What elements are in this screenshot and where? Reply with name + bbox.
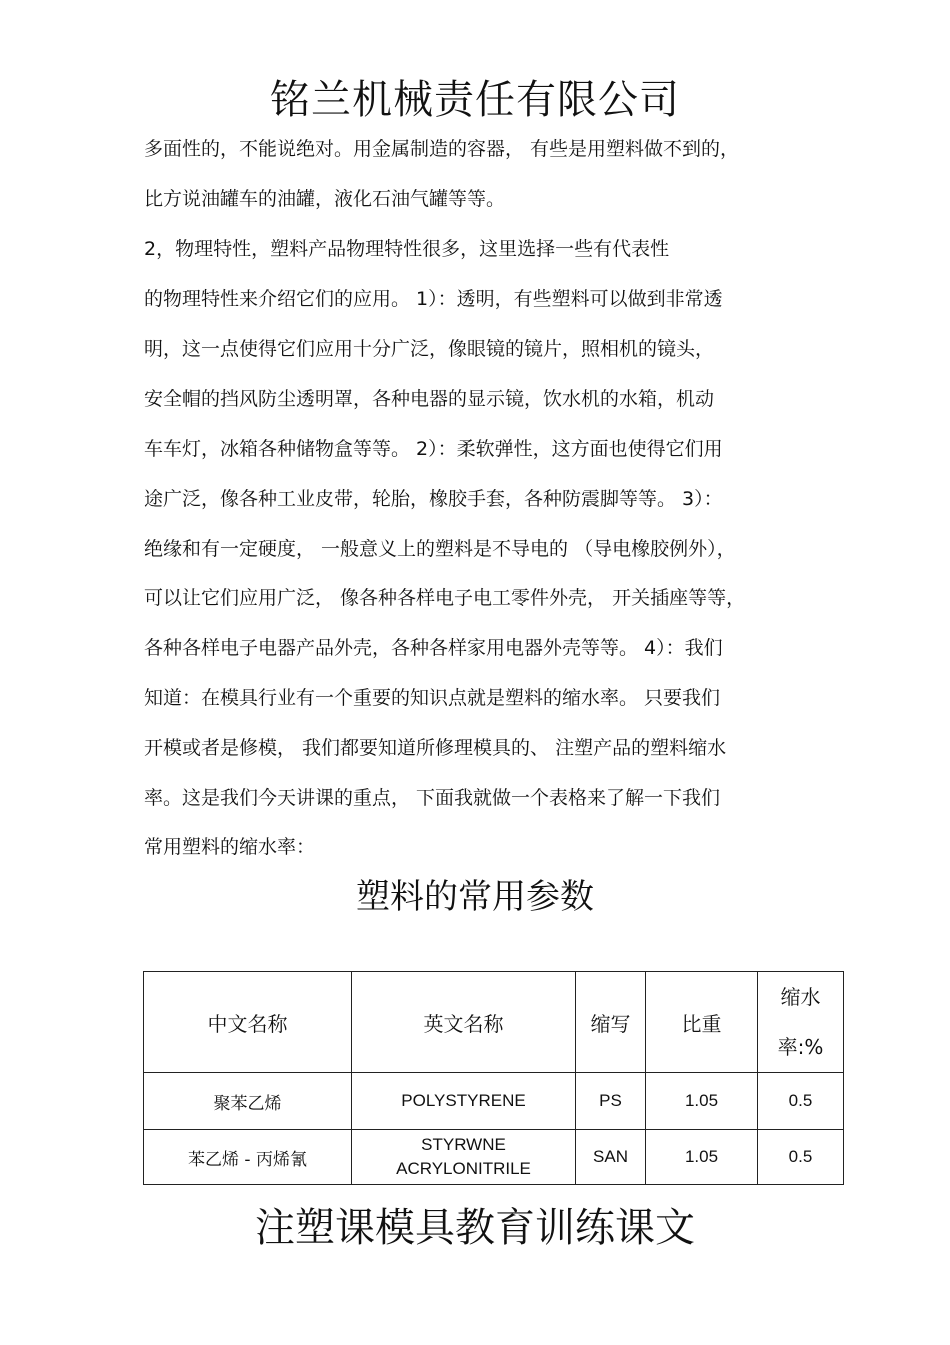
cell-en-name [352, 1073, 576, 1130]
section-title: 塑料的常用参数 [356, 877, 594, 917]
cell-shrink: 0.5 [758, 1130, 844, 1185]
header-shrink [758, 972, 844, 1073]
cell-en-name-line1: STYRWNE [421, 1135, 506, 1154]
body-line: 常用塑料的缩水率： [144, 836, 316, 858]
cell-abbr: PS [576, 1073, 646, 1130]
body-line: 绝缘和有一定硬度， 一般意义上的塑料是不导电的 （导电橡胶例外）， [144, 538, 736, 560]
body-line: 途广泛，像各种工业皮带，轮胎，橡胶手套，各种防震脚等等。 3）： [144, 488, 723, 510]
header-density: 比重 [646, 972, 758, 1073]
header-shrink-line1: 缩水 [780, 985, 821, 1009]
body-line: 的物理特性来介绍它们的应用。 1）：透明，有些塑料可以做到非常透 [144, 288, 723, 310]
cell-abbr: SAN [576, 1130, 646, 1185]
footer-title: 注塑课模具教育训练课文 [255, 1205, 695, 1251]
body-line: 可以让它们应用广泛， 像各种各样电子电工零件外壳， 开关插座等等， [144, 587, 746, 609]
table-row [144, 1073, 844, 1130]
plastic-params-table [143, 971, 844, 1185]
cell-shrink: 0.5 [758, 1073, 844, 1130]
header-shrink-line2: 率:% [777, 1035, 824, 1059]
cell-en-name [352, 1130, 576, 1185]
body-line: 知道：在模具行业有一个重要的知识点就是塑料的缩水率。 只要我们 [144, 687, 721, 709]
body-line: 率。这是我们今天讲课的重点， 下面我就做一个表格来了解一下我们 [144, 787, 721, 809]
company-title: 铭兰机械责任有限公司 [270, 77, 680, 123]
cell-cn-name: 聚苯乙烯 [144, 1073, 352, 1130]
header-cn-name: 中文名称 [144, 972, 352, 1073]
table-header-row [144, 972, 844, 1073]
cell-en-name-line1: POLYSTYRENE [401, 1091, 526, 1110]
body-line: 各种各样电子电器产品外壳，各种各样家用电器外壳等等。 4）：我们 [144, 637, 723, 659]
body-line: 明，这一点使得它们应用十分广泛，像眼镜的镜片，照相机的镜头， [144, 338, 715, 360]
body-line: 开模或者是修模， 我们都要知道所修理模具的、 注塑产品的塑料缩水 [144, 737, 727, 759]
header-abbr: 缩写 [576, 972, 646, 1073]
cell-en-name-line2: ACRYLONITRILE [396, 1159, 531, 1178]
body-line: 车车灯，冰箱各种储物盒等等。 2）：柔软弹性，这方面也使得它们用 [144, 438, 723, 460]
cell-density: 1.05 [646, 1130, 758, 1185]
header-en-name: 英文名称 [352, 972, 576, 1073]
body-line: 比方说油罐车的油罐，液化石油气罐等等。 [144, 188, 506, 210]
table-row [144, 1130, 844, 1185]
body-line: 多面性的，不能说绝对。用金属制造的容器， 有些是用塑料做不到的， [144, 138, 740, 160]
cell-density: 1.05 [646, 1073, 758, 1130]
body-line: 2，物理特性，塑料产品物理特性很多，这里选择一些有代表性 [144, 238, 670, 260]
cell-cn-name: 苯乙烯 - 丙烯氰 [144, 1130, 352, 1185]
body-line: 安全帽的挡风防尘透明罩，各种电器的显示镜，饮水机的水箱，机动 [144, 388, 715, 410]
